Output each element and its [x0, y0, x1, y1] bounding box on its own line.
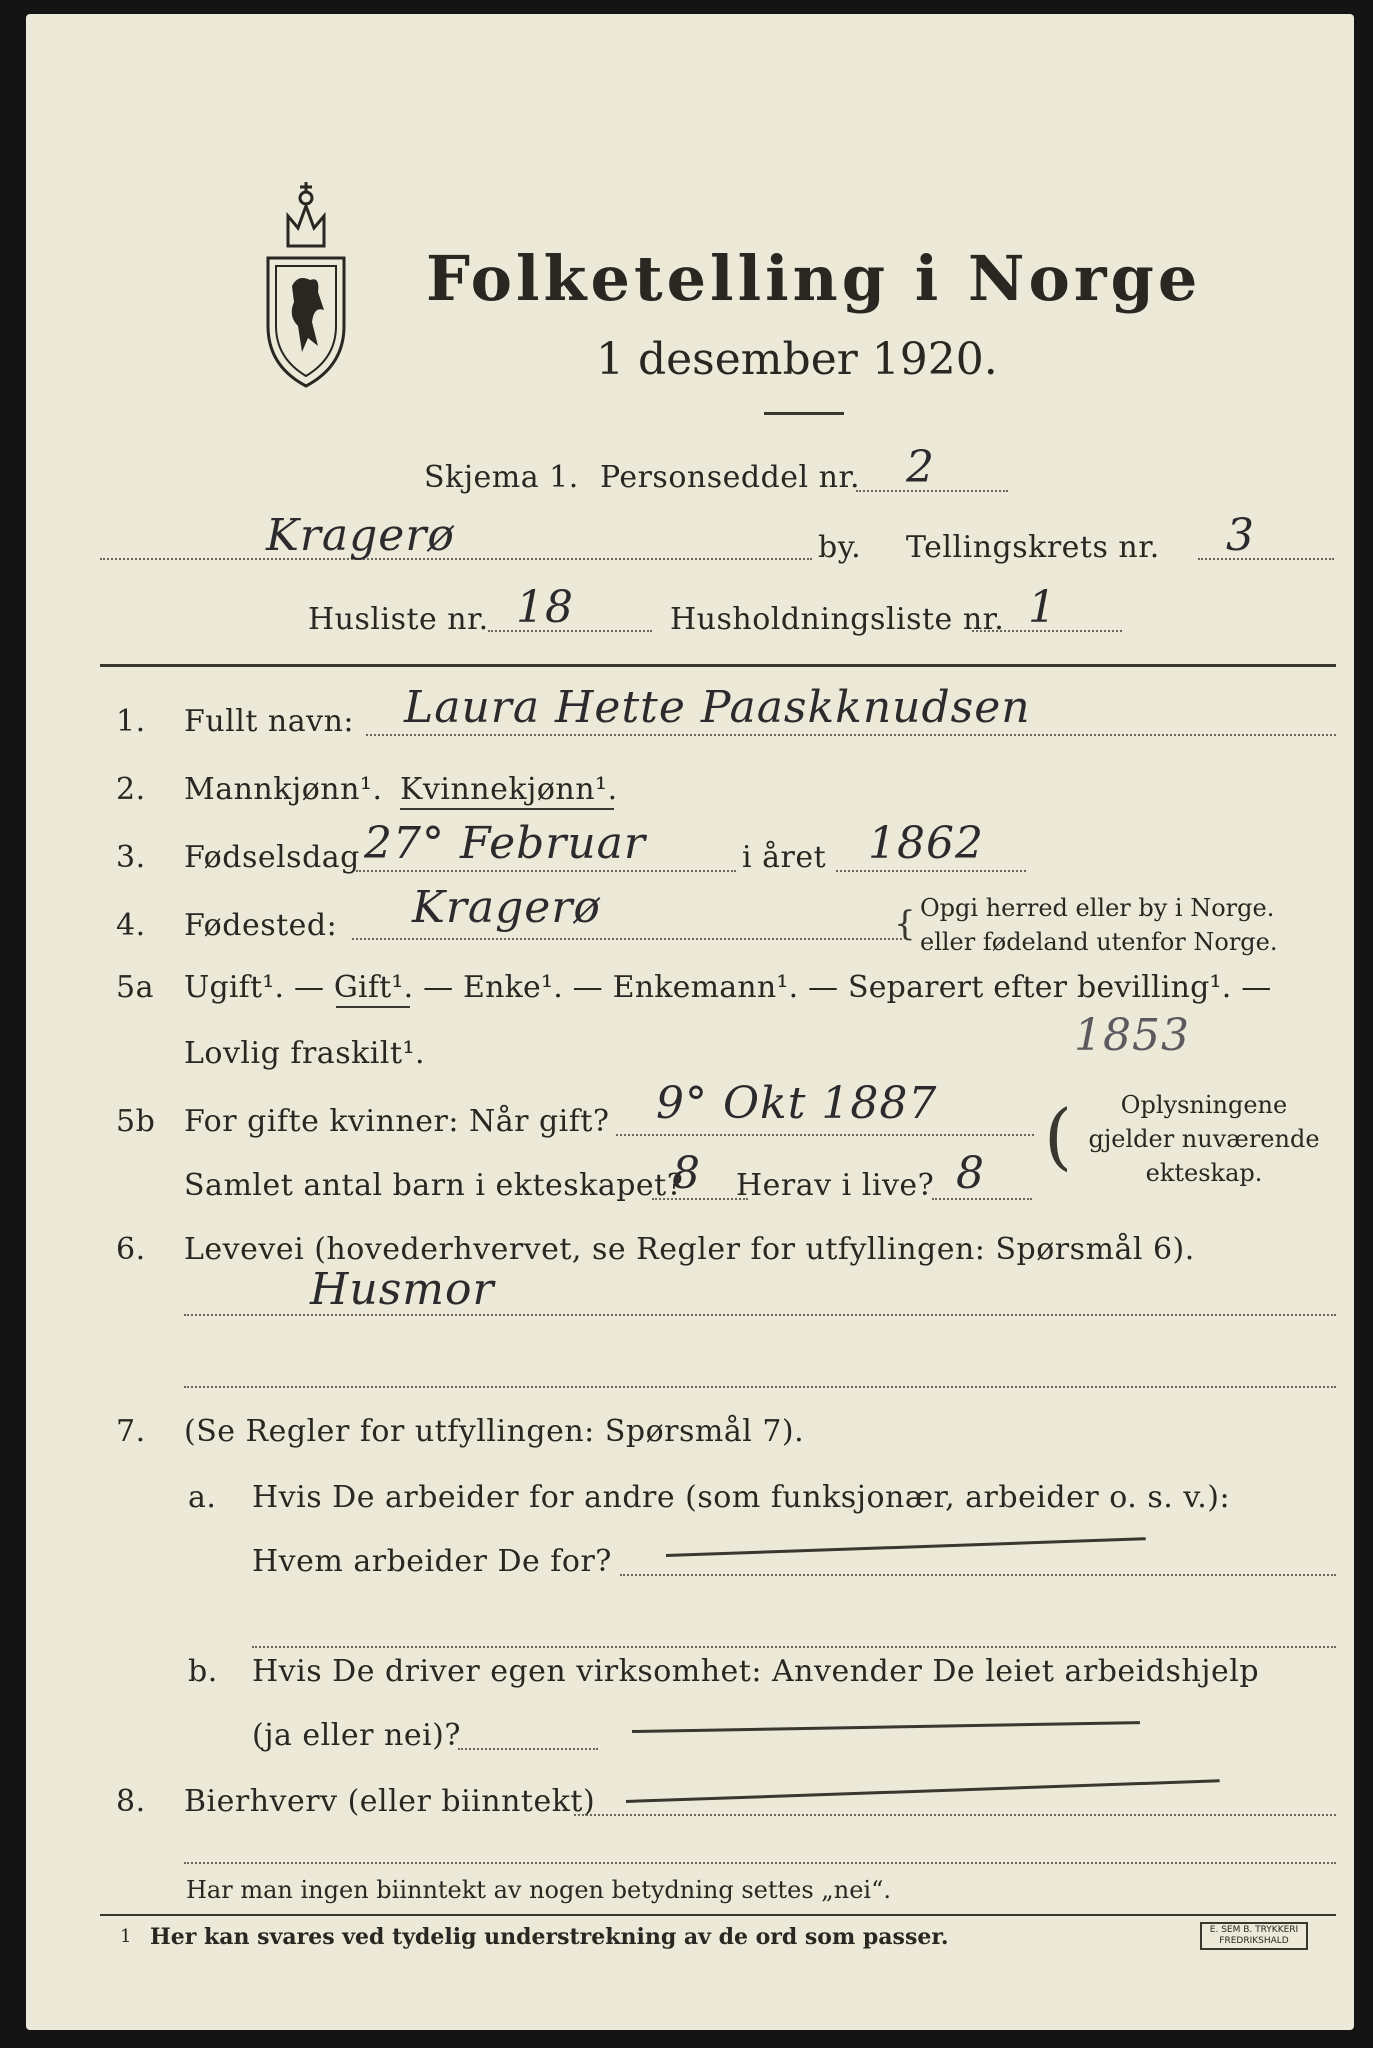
husholdning-value[interactable]: 1	[1028, 582, 1057, 633]
q8-number: 8.	[116, 1784, 146, 1819]
q4-birthplace-value[interactable]: Kragerø	[412, 882, 601, 933]
census-form	[26, 14, 1354, 2030]
footnote-text: Her kan svares ved tydelig understrekning av de ord som passer.	[150, 1924, 949, 1950]
title-rule	[764, 412, 844, 415]
q5a-margin-note: 1853	[1074, 1010, 1190, 1061]
q5b-note-line2: gjelder nuværende	[1088, 1125, 1320, 1153]
q7a-dash-mark[interactable]	[666, 1537, 1146, 1557]
q7-label: (Se Regler for utfyllingen: Spørsmål 7).	[184, 1414, 805, 1449]
q3-year-label: i året	[742, 840, 827, 875]
q2-female-option[interactable]: Kvinnekjønn¹.	[400, 772, 618, 807]
q5b-note-line1: Oplysningene	[1120, 1091, 1288, 1119]
q1-full-name-value[interactable]: Laura Hette Paaskknudsen	[404, 682, 1031, 733]
q1-number: 1.	[116, 704, 146, 739]
by-label: by.	[818, 530, 862, 565]
q2-female-underline	[400, 808, 614, 810]
q3-number: 3.	[116, 840, 146, 875]
q7b-label-line2: (ja eller nei)?	[252, 1718, 461, 1753]
q5b-note-line3: ekteskap.	[1145, 1159, 1263, 1187]
q4-note-line2: eller fødeland utenfor Norge.	[920, 928, 1278, 956]
q7b-label: Hvis De driver egen virksomhet: Anvender De leiet arbeidshjelp	[252, 1654, 1260, 1689]
husliste-value[interactable]: 18	[516, 582, 574, 633]
q5b-children-value[interactable]: 8	[672, 1148, 701, 1199]
q3-year-value[interactable]: 1862	[868, 818, 984, 869]
q5b-note-brace: (	[1044, 1094, 1073, 1178]
q4-number: 4.	[116, 908, 146, 943]
q2-number: 2.	[116, 772, 146, 807]
q7-number: 7.	[116, 1414, 146, 1449]
q5a-options[interactable]: Ugift¹. — Gift¹. — Enke¹. — Enkemann¹. — Separert efter bevilling¹. —	[184, 970, 1272, 1005]
husliste-label: Husliste nr.	[308, 602, 489, 637]
footnote-mark: 1	[120, 1926, 132, 1947]
q5b-alive-label: Herav i live?	[736, 1168, 935, 1203]
q4-note-line1: Opgi herred eller by i Norge.	[920, 894, 1275, 922]
q1-label: Fullt navn:	[184, 704, 355, 739]
q5a-gift-underline	[336, 1006, 410, 1008]
q5b-alive-value[interactable]: 8	[956, 1148, 985, 1199]
q8-label: Bierhverv (eller biinntekt)	[184, 1784, 596, 1819]
skjema-label: Skjema 1.	[424, 460, 579, 495]
q4-note-brace: {	[894, 904, 916, 944]
q2-male-option[interactable]: Mannkjønn¹.	[184, 772, 383, 807]
q4-label: Fødested:	[184, 908, 338, 943]
printer-line2: FREDRIKSHALD	[1219, 1936, 1289, 1946]
form-title: Folketelling i Norge	[426, 242, 1202, 315]
q5b-children-label: Samlet antal barn i ekteskapet?	[184, 1168, 684, 1203]
header-divider	[100, 664, 1336, 667]
q7b-letter: b.	[188, 1654, 218, 1689]
tellingskrets-value[interactable]: 3	[1226, 510, 1255, 561]
husholdning-label: Husholdningsliste nr.	[670, 602, 1005, 637]
q3-label: Fødselsdag	[184, 840, 360, 875]
q8-dash-mark[interactable]	[626, 1779, 1220, 1803]
q6-label: Levevei (hovederhvervet, se Regler for utfyllingen: Spørsmål 6).	[184, 1232, 1195, 1267]
personseddel-label: Personseddel nr.	[600, 460, 861, 495]
q7a-label-line2: Hvem arbeider De for?	[252, 1544, 612, 1579]
personseddel-value[interactable]: 2	[906, 442, 935, 493]
footer-divider	[100, 1914, 1336, 1916]
q7a-label: Hvis De arbeider for andre (som funksjonær, arbeider o. s. v.):	[252, 1480, 1231, 1515]
by-value[interactable]: Kragerø	[266, 510, 455, 561]
tellingskrets-label: Tellingskrets nr.	[906, 530, 1160, 565]
form-date: 1 desember 1920.	[596, 334, 998, 385]
q5a-number: 5a	[116, 970, 154, 1005]
q6-number: 6.	[116, 1232, 146, 1267]
printer-stamp	[1200, 1922, 1308, 1950]
q7a-letter: a.	[188, 1480, 217, 1515]
q5a-options-line2[interactable]: Lovlig fraskilt¹.	[184, 1036, 426, 1071]
q7b-dash-mark[interactable]	[632, 1721, 1140, 1733]
q6-occupation-value[interactable]: Husmor	[310, 1264, 495, 1315]
q5b-married-date-value[interactable]: 9° Okt 1887	[656, 1078, 938, 1129]
norwegian-coat-of-arms-icon	[258, 176, 354, 392]
q5b-label: For gifte kvinner: Når gift?	[184, 1104, 610, 1139]
q5b-number: 5b	[116, 1104, 156, 1139]
nei-note: Har man ingen biinntekt av nogen betydning settes „nei“.	[186, 1876, 891, 1904]
printer-line1: E. SEM B. TRYKKERI	[1209, 1925, 1299, 1935]
q3-birthday-value[interactable]: 27° Februar	[364, 818, 646, 869]
